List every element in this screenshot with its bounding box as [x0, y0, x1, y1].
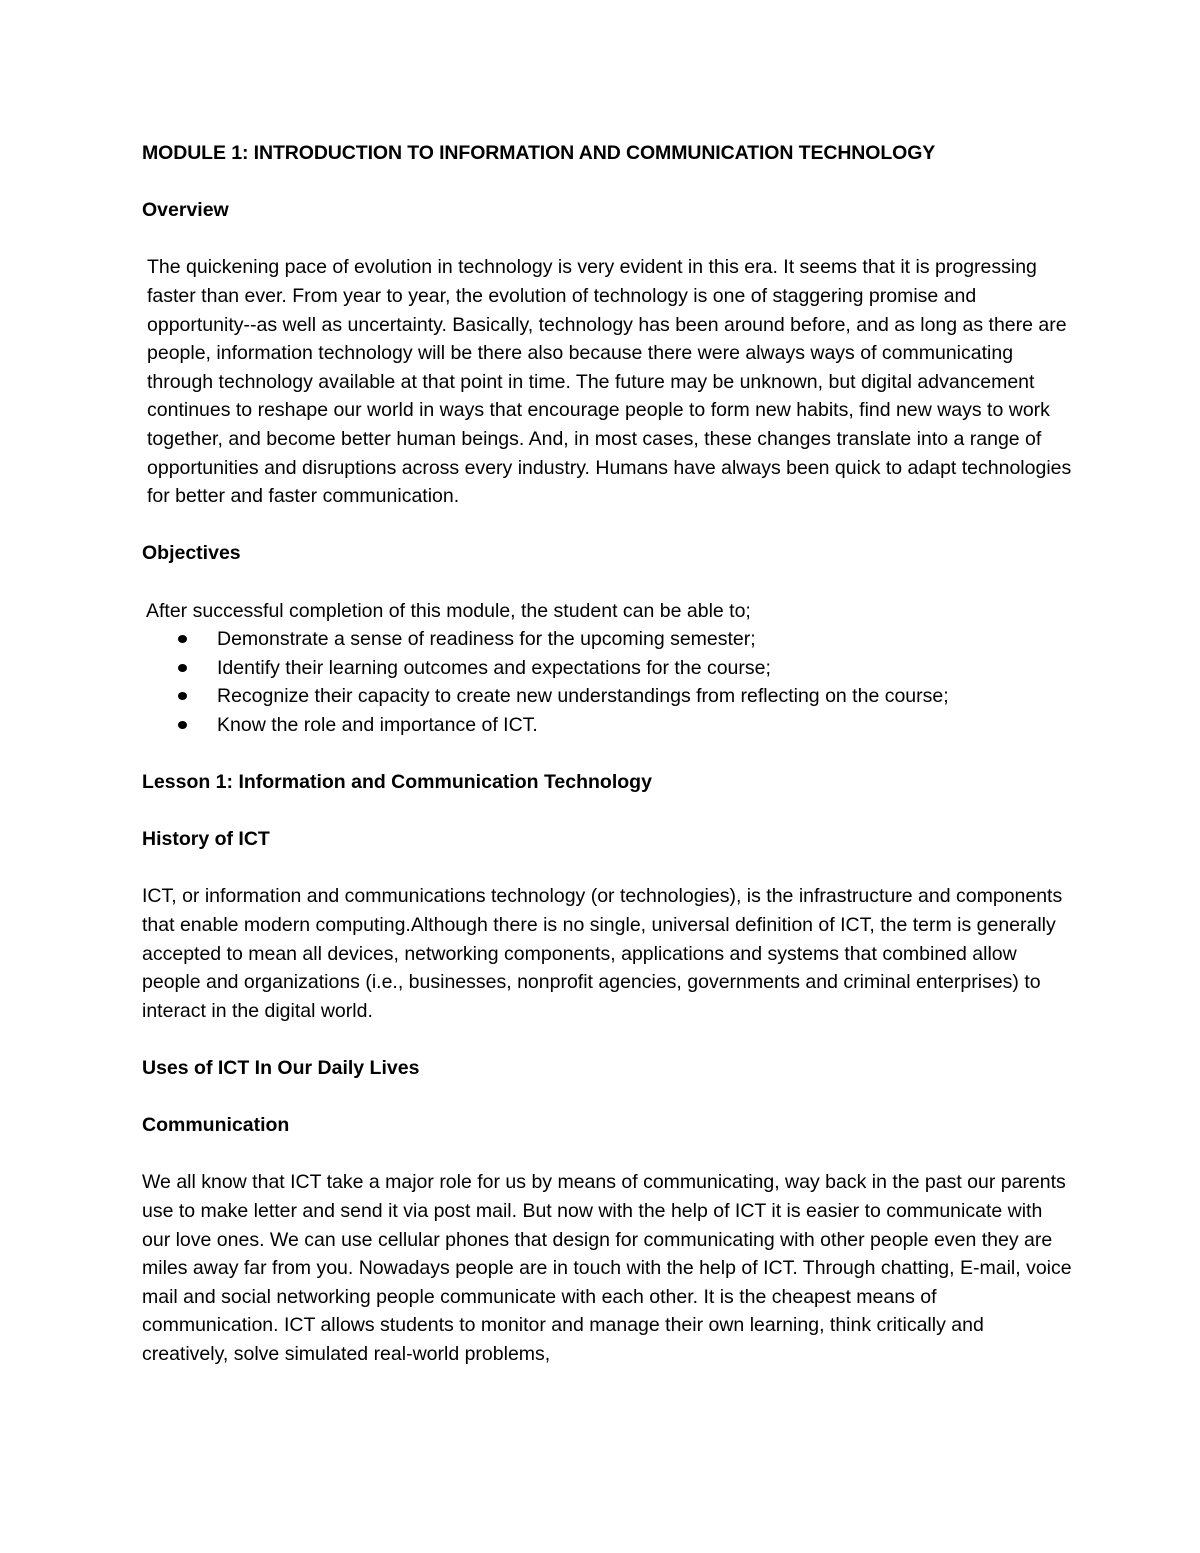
objective-text: Recognize their capacity to create new understandings from reflecting on the course;: [217, 685, 949, 708]
bullet-icon: [178, 692, 187, 700]
bullet-icon: [178, 635, 187, 643]
spacer: [142, 1025, 1072, 1054]
module-title: MODULE 1: INTRODUCTION TO INFORMATION AND COMMUNICATION TECHNOLOGY: [142, 142, 936, 164]
bullet-icon: [178, 721, 187, 729]
overview-paragraph: The quickening pace of evolution in technology is very evident in this era. It seems that it is progressing faster than ever. From year to year, the evolution of technology is one of staggering promise and opportunity--as well as uncertainty. Basically, technology has been around before, and as long as there are people, information technology will be there also because there were always ways of communicating through technology available at that point in time. The future may be unknown, but digital advancement continues to reshape our world in ways that encourage people to form new habits, find new ways to work together, and become better human beings. And, in most cases, these changes translate into a range of opportunities and disruptions across every industry. Humans have always been quick to adapt technologies for better and faster communication.: [147, 256, 1072, 508]
objectives-heading: Objectives: [142, 542, 241, 565]
spacer: [142, 1140, 1072, 1169]
objective-item: [142, 682, 1072, 711]
uses-heading: Uses of ICT In Our Daily Lives: [142, 1057, 420, 1079]
communication-heading: Communication: [142, 1114, 290, 1137]
spacer: [142, 225, 1072, 254]
objective-item: [142, 711, 1072, 740]
spacer: [142, 511, 1072, 540]
spacer: [142, 168, 1072, 197]
lesson-1-heading: Lesson 1: Information and Communication Technology: [142, 771, 652, 794]
spacer: [142, 797, 1072, 826]
history-paragraph: ICT, or information and communications technology (or technologies), is the infrastructure and components that enable modern computing.Although there is no single, universal definition of ICT, the term is generally accepted to mean all devices, networking components, applications and systems that combined allow people and organizations (i.e., businesses, nonprofit agencies, governments and criminal enterprises) to interact in the digital world.: [142, 885, 1063, 1022]
spacer: [142, 739, 1072, 768]
overview-heading: Overview: [142, 199, 229, 222]
objective-item: [142, 654, 1072, 683]
history-heading: History of ICT: [142, 828, 270, 851]
objectives-list: [142, 625, 1072, 739]
objective-item: [142, 625, 1072, 654]
spacer: [142, 568, 1072, 597]
objective-text: Know the role and importance of ICT.: [217, 713, 538, 736]
spacer: [142, 854, 1072, 883]
spacer: [142, 1083, 1072, 1112]
document-body: [142, 139, 1072, 1369]
objective-text: Demonstrate a sense of readiness for the upcoming semester;: [217, 628, 756, 651]
communication-paragraph: We all know that ICT take a major role for us by means of communicating, way back in the past our parents use to make letter and send it via post mail. But now with the help of ICT it is easier to communicate with our love ones. We can use cellular phones that design for communicating with other people even they are miles away far from you. Nowadays people are in touch with the help of ICT. Through chatting, E-mail, voice mail and social networking people communicate with each other. It is the cheapest means of communication. ICT allows students to monitor and manage their own learning, think critically and creatively, solve simulated real-world problems,: [142, 1171, 1072, 1365]
objectives-intro: After successful completion of this module, the student can be able to;: [146, 599, 751, 622]
bullet-icon: [178, 664, 187, 672]
objective-text: Identify their learning outcomes and expectations for the course;: [217, 656, 771, 679]
